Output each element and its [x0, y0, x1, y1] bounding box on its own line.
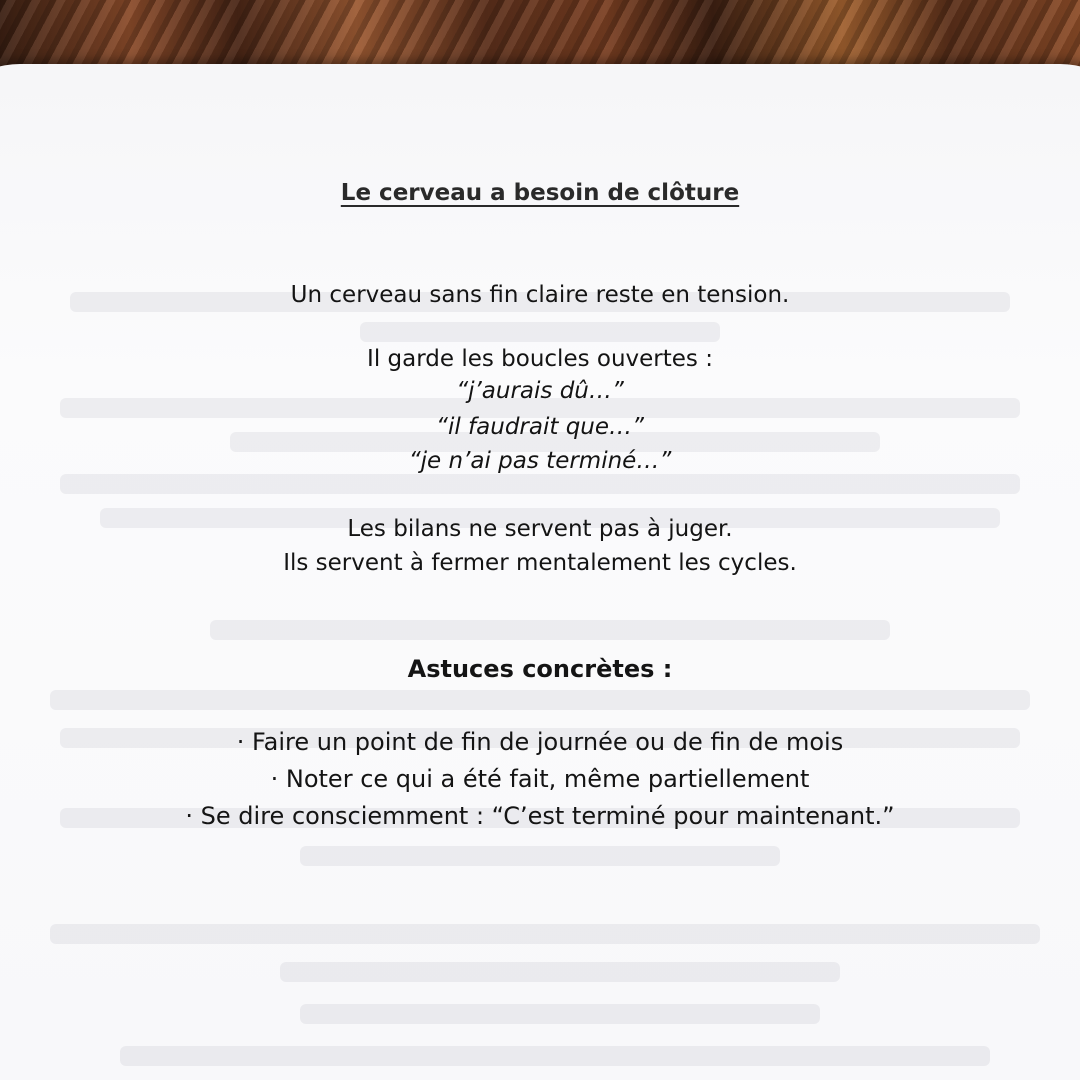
tips-list [0, 724, 1080, 835]
tips-heading: Astuces concrètes : [407, 655, 673, 683]
quote-line: “il faudrait que…” [436, 414, 644, 440]
reviews-line: Ils servent à fermer mentalement les cycles. [283, 550, 797, 576]
intro-sentence: Un cerveau sans fin claire reste en tension. [290, 282, 790, 308]
quote-line: “je n’ai pas terminé…” [408, 448, 672, 474]
section-heading: Le cerveau a besoin de clôture [340, 180, 740, 206]
tip-item: · Faire un point de fin de journée ou de fin de mois [236, 728, 844, 756]
tip-item: · Se dire consciemment : “C’est terminé pour maintenant.” [185, 802, 895, 830]
tip-item: · Noter ce qui a été fait, même partiellement [270, 765, 810, 793]
reviews-line: Les bilans ne servent pas à juger. [347, 516, 733, 542]
quote-line: “j’aurais dû…” [456, 378, 624, 404]
open-loops-lead: Il garde les boucles ouvertes : [367, 346, 713, 372]
